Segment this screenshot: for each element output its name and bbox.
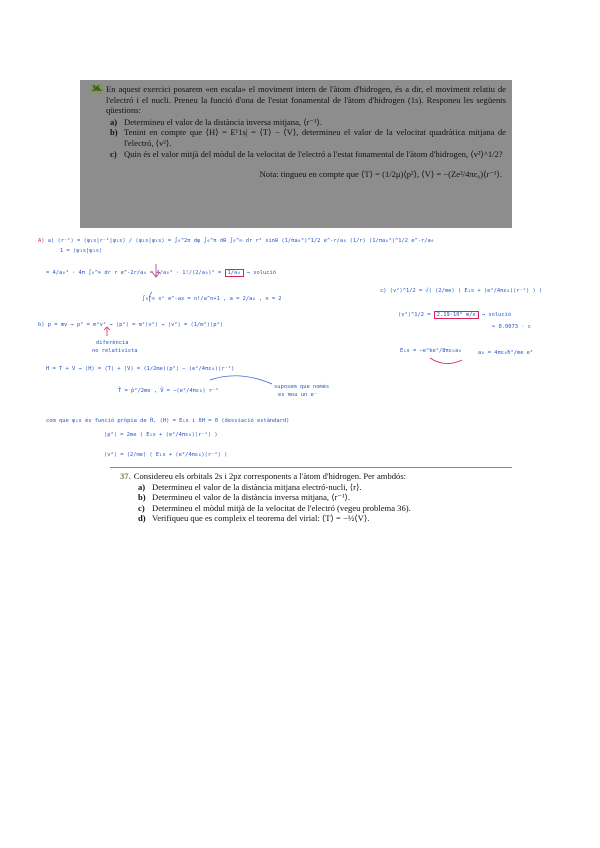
exercise-number: 37.	[120, 471, 131, 481]
question-label: b)	[110, 127, 118, 138]
handwritten-b-line5: ⟨v²⟩ = (2/me) ( E₁s + (e²/4πε₀)⟨r⁻¹⟩ )	[104, 452, 228, 458]
question-text: Verifiqueu que es compleix el teorema del virial: ⟨T⟩ = −½⟨V⟩.	[152, 512, 370, 523]
handwritten-c-line2: ⟨v²⟩^1/2 = 2.19·10⁶ m/s → solució	[398, 312, 512, 318]
question-label: c)	[138, 502, 145, 513]
question-item-c	[138, 503, 512, 513]
handwritten-b-suppose1: suposem que només	[274, 384, 330, 390]
exercise-37-header	[116, 470, 512, 482]
handwritten-b-note2: no relativista	[92, 348, 138, 354]
handwritten-b-line1: b) p = mv → p² = m²v² → ⟨p²⟩ = m²⟨v²⟩ → ⟨v²⟩ = (1/m²)⟨p²⟩	[38, 322, 223, 328]
question-label: b)	[138, 492, 146, 503]
question-label: a)	[110, 116, 118, 127]
handwritten-a-denominator: 1 = ⟨ψ₁s|ψ₁s⟩	[60, 248, 103, 254]
divider-line	[110, 467, 512, 468]
question-text: Determineu el valor de la distància mitjana electró-nucli, ⟨r⟩.	[152, 482, 362, 493]
exercise-37-block	[116, 470, 512, 523]
handwritten-b-suppose2: es mou un e⁻	[278, 392, 317, 398]
question-item-b	[138, 492, 512, 502]
handwritten-b-definitions: T̂ = p̂²/2me , V̂ = −(e²/4πε₀) r⁻¹	[118, 388, 219, 394]
exercise-intro: En aquest exercici posarem «en escala» el moviment intern de l'àtom d'hidrogen, és a dir, el moviment relatiu de l'electró i el nucli. Preneu la funció d'ona de l'estat fonamental de l'àtom d'hidrogen (1s). Responeu les següents qüestions:	[106, 84, 506, 116]
handwritten-b-line2: H = T + V → ⟨H⟩ = ⟨T⟩ + ⟨V⟩ = (1/2me)⟨p²⟩ − (e²/4πε₀)⟨r⁻¹⟩	[46, 366, 235, 372]
question-item-d	[138, 513, 512, 523]
boxed-velocity: 2.19·10⁶ m/s	[434, 311, 479, 319]
question-label: a)	[138, 482, 146, 493]
question-label: c)	[110, 148, 117, 159]
question-item-a	[138, 482, 512, 492]
handwritten-a-line1: A) a) ⟨r⁻¹⟩ = ⟨ψ₁s|r⁻¹|ψ₁s⟩ / ⟨ψ₁s|ψ₁s⟩ = ∫₀^2π dφ ∫₀^π dθ ∫₀^∞ dr r² sinθ (1/πa₀³)^1/2 e^-r/a₀ (1/r) (1/πa₀³)^1/2 e^-r/a₀	[38, 238, 434, 244]
handwritten-a-line2: = 4/a₀³ · 4π ∫₀^∞ dr r e^-2r/a₀ = 4/a₀³ · 1!/(2/a₀)² = 1/a₀ → solució	[46, 270, 276, 276]
question-text: Determineu el valor de la distància inversa mitjana, ⟨r⁻¹⟩.	[152, 492, 351, 503]
handwritten-c-E1s: E₁s = −e²ke²/8πε₀a₀	[400, 348, 462, 354]
exercise-intro: Considereu els orbitals 2s i 2pz corresponents a l'àtom d'hidrogen. Per ambdós:	[133, 471, 407, 481]
handwritten-b-line3: com que ψ₁s és funció pròpia de Ĥ, ⟨H⟩ = E₁s i δH = 0 (desviació estàndard)	[46, 418, 290, 424]
exercise-number: 36.	[92, 84, 102, 93]
question-text: Determineu el valor de la distància inversa mitjana, ⟨r⁻¹⟩.	[124, 116, 323, 127]
handwritten-c-line1: c) ⟨v²⟩^1/2 = √( (2/me) ( E₁s + (e²/4πε₀)⟨r⁻¹⟩ ) )	[380, 288, 543, 294]
handwritten-c-a0: a₀ = 4πε₀ħ²/me e²	[478, 350, 534, 356]
question-label: d)	[138, 512, 146, 523]
question-text: Determineu el mòdul mitjà de la velocitat de l'electró (vegeu problema 36).	[152, 502, 411, 513]
handwritten-c-approx: ≈ 0.0073 · c	[492, 324, 531, 330]
question-text: Tenint en compte que ⟨H⟩ = E¹1s| = ⟨T⟩ − ⟨V⟩, determineu el valor de la velocitat quadràtica mitjana de l'electró, ⟨v²⟩.	[124, 127, 506, 148]
boxed-result: 1/a₀	[225, 269, 244, 277]
handwritten-b-note1: diferència	[96, 340, 129, 346]
handwritten-b-line4: ⟨p²⟩ = 2me ( E₁s + (e²/4πε₀)⟨r⁻¹⟩ )	[104, 432, 218, 438]
handwritten-a-integral: ∫₀^∞ xⁿ e^-ax = n!/a^n+1 , a = 2/a₀ , n = 2	[142, 296, 282, 302]
exercise-note: Nota: tingueu en compte que ⟨T⟩ = (1/2μ)⟨p²⟩, ⟨V⟩ = −(Ze²/4πε₀)⟨r⁻¹⟩.	[259, 169, 502, 180]
question-text: Quin és el valor mitjà del mòdul de la velocitat de l'electró a l'estat fonamental de l'àtom d'hidrogen, ⟨v²⟩^1/2?	[124, 148, 503, 159]
